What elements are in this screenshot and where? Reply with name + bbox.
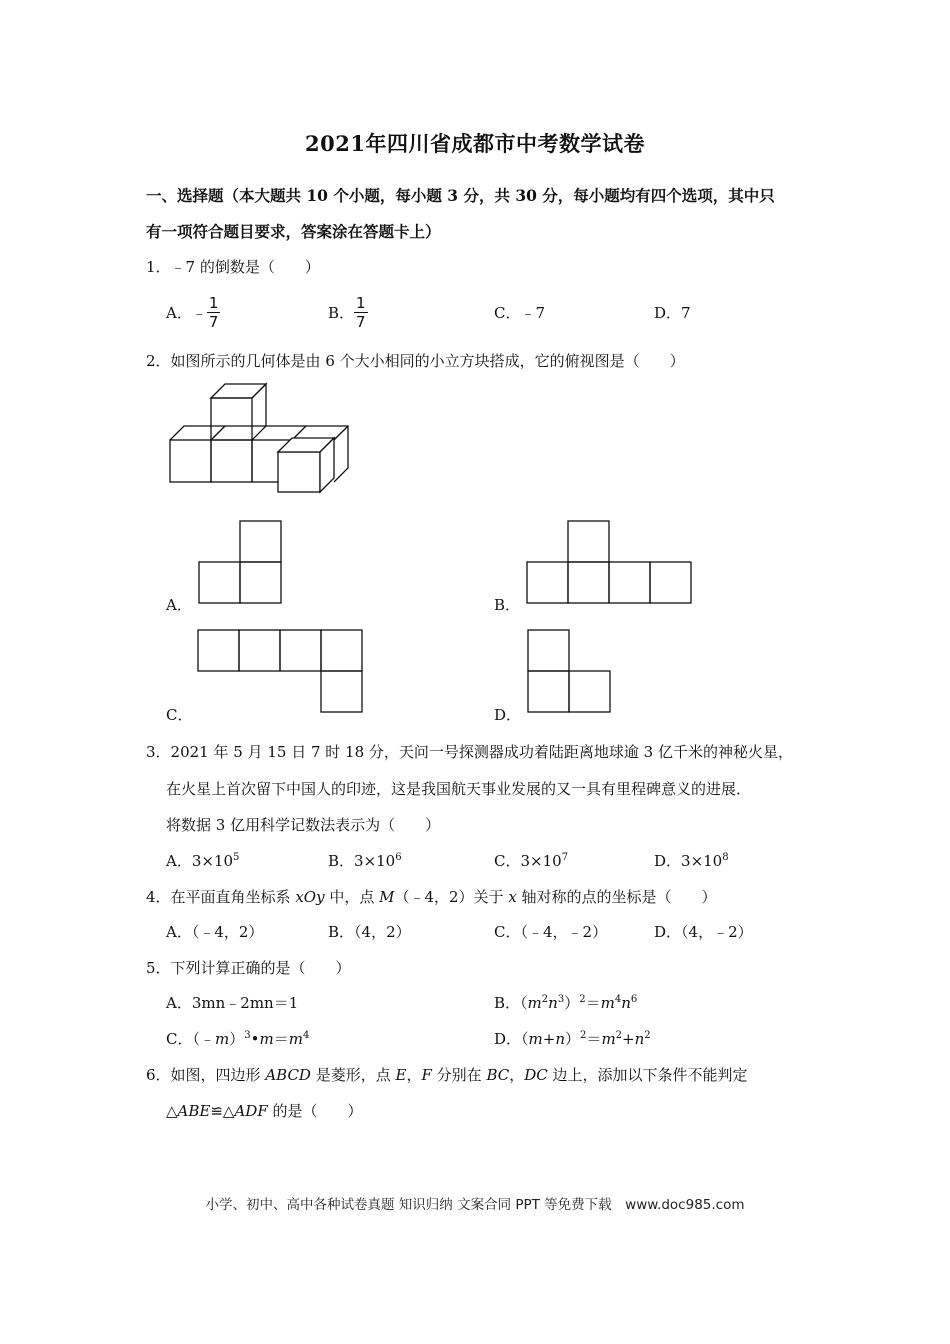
q6-bc: BC (486, 1066, 510, 1084)
b-square-top (568, 521, 609, 562)
right-back-divider-2 (334, 426, 348, 440)
top-cube-top (211, 384, 266, 398)
front-cube-1 (170, 440, 211, 482)
back-divider-left (211, 426, 225, 440)
q2-option-b-label: B． (494, 596, 521, 614)
q2-solid-figure (160, 380, 360, 500)
q3-option-d-base: D．3×10 (654, 852, 723, 870)
q1-option-b-fraction (354, 294, 368, 331)
q6-line2-post: 的是（ ） (267, 1102, 363, 1120)
c-square-3 (280, 630, 321, 671)
q3-option-a (166, 850, 239, 871)
section-heading-line2: 有一项符合题目要求，答案涂在答题卡上） (146, 222, 441, 241)
q6-comma: ， (406, 1066, 422, 1084)
q1-option-a-numerator: 1 (208, 294, 219, 312)
q4-stem (146, 886, 717, 907)
q4-stem-point: M (379, 888, 395, 906)
q3-option-c-base: C．3×10 (494, 852, 562, 870)
q5-option-c: C．$(﹣m)^3•m=m^4$ (166, 1030, 310, 1048)
d-square-top (528, 630, 569, 671)
q4-option-b: B．（4，2） (328, 923, 411, 941)
q6-dc: DC (524, 1066, 548, 1084)
q6-line1 (146, 1064, 748, 1085)
a-square-top (240, 521, 281, 562)
front-cube-2 (211, 440, 252, 482)
q5-option-d: D．$(m+n)^2=m^2+n^2$ (494, 1030, 651, 1048)
q6-adf: ADF (234, 1102, 268, 1120)
q3-option-a-base: A．3×10 (166, 852, 234, 870)
q3-option-c (494, 850, 568, 871)
q2-option-c-figure (197, 629, 367, 715)
q3-line3: 将数据 3 亿用科学记数法表示为（ ） (166, 816, 441, 834)
q6-line2-pre: △ (166, 1102, 178, 1120)
q5-option-a-label: A． (166, 994, 192, 1012)
q2-option-d-figure (527, 629, 617, 715)
q1-option-a (166, 294, 220, 331)
q2-stem: 2．如图所示的几何体是由 6 个大小相同的小立方块搭成，它的俯视图是（ ） (146, 352, 685, 370)
q5-option-c-label: C． (166, 1030, 193, 1048)
q2-option-b-figure (526, 520, 696, 606)
q6-point-e: E (395, 1066, 407, 1084)
q3-option-a-exponent: 5 (233, 852, 240, 863)
q1-option-a-label: A． (166, 304, 192, 322)
c-square-2 (239, 630, 280, 671)
q6-line1-mid: 是菱形，点 (310, 1066, 396, 1084)
front-cube-4 (278, 452, 320, 492)
q4-stem-mid: 中，点 (324, 888, 380, 906)
page-title: 2021年四川省成都市中考数学试卷 (305, 131, 645, 156)
q6-line2-mid: ≌△ (210, 1102, 235, 1120)
q1-option-b-label: B． (328, 304, 355, 322)
b-square-3 (609, 562, 650, 603)
b-square-4 (650, 562, 691, 603)
q6-line1-pre: 6．如图，四边形 (146, 1066, 266, 1084)
q2-option-a-label: A． (166, 596, 192, 614)
q1-option-a-denominator: 7 (208, 313, 219, 331)
q4-stem-var: xOy (295, 888, 325, 906)
q3-option-b-exponent: 6 (395, 852, 402, 863)
d-square-left (528, 671, 569, 712)
a-square-left (199, 562, 240, 603)
q6-comma2: ， (509, 1066, 525, 1084)
q1-option-a-fraction (207, 294, 221, 331)
q1-option-b-denominator: 7 (356, 313, 366, 331)
q4-stem-x: x (508, 888, 517, 906)
b-square-1 (527, 562, 568, 603)
q2-option-d-label: D． (494, 706, 522, 724)
q4-option-a: A．（﹣4，2） (166, 923, 264, 941)
q2-option-c-label: C． (166, 706, 193, 724)
q4-option-d: D．（4，﹣2） (654, 923, 753, 941)
q5-option-b: B．$(m^2n^3)^2=m^4n^6$ (494, 994, 638, 1012)
q3-option-b-base: B．3×10 (328, 852, 396, 870)
q4-option-c: C．（﹣4，﹣2） (494, 923, 608, 941)
q6-line1-mid2: 分别在 (431, 1066, 487, 1084)
c-square-bottom (321, 671, 362, 712)
q3-option-d (654, 850, 729, 871)
q1-option-b (328, 294, 368, 331)
q5-option-b-label: B． (494, 994, 521, 1012)
top-cube-side (252, 384, 266, 426)
q5-option-d-label: D． (494, 1030, 522, 1048)
a-square-right (240, 562, 281, 603)
q5-option-a-expr: 3mn﹣2mn＝1 (191, 994, 299, 1012)
q1-stem: 1．﹣7 的倒数是（ ） (146, 258, 320, 276)
q1-option-c: C．﹣7 (494, 304, 546, 322)
q6-line2 (166, 1100, 363, 1121)
q2-option-a-figure (198, 520, 288, 606)
q3-option-c-exponent: 7 (561, 852, 569, 863)
q5-option-a (166, 992, 298, 1013)
page-footer: 小学、初中、高中各种试卷真题 知识归纳 文案合同 PPT 等免费下载 www.doc985.com (205, 1197, 745, 1213)
q3-option-d-exponent: 8 (722, 852, 729, 863)
q1-option-d: D．7 (654, 304, 691, 322)
q3-line1: 3．2021 年 5 月 15 日 7 时 18 分，天问一号探测器成功着陆距离地球逾 3 亿千米的神秘火星， (146, 743, 793, 761)
q6-abcd: ABCD (265, 1066, 311, 1084)
q6-line1-post: 边上，添加以下条件不能判定 (547, 1066, 748, 1084)
q1-option-a-sign: ﹣ (191, 304, 207, 322)
q4-stem-post: 轴对称的点的坐标是（ ） (516, 888, 717, 906)
c-square-4 (321, 630, 362, 671)
q4-stem-coord: （﹣4，2）关于 (394, 888, 509, 906)
d-square-right (569, 671, 610, 712)
section-heading-line1: 一、选择题（本大题共 10 个小题，每小题 3 分，共 30 分，每小题均有四个选项，其中只 (146, 186, 775, 205)
q3-option-b (328, 850, 402, 871)
q3-line2: 在火星上首次留下中国人的印迹，这是我国航天事业发展的又一具有里程碑意义的进展． (166, 780, 752, 798)
q4-stem-pre: 4．在平面直角坐标系 (146, 888, 296, 906)
c-square-1 (198, 630, 239, 671)
q1-option-b-numerator: 1 (356, 294, 366, 312)
b-square-2 (568, 562, 609, 603)
q5-stem: 5．下列计算正确的是（ ） (146, 959, 351, 977)
q6-point-f: F (421, 1066, 432, 1084)
q6-abe: ABE (177, 1102, 211, 1120)
